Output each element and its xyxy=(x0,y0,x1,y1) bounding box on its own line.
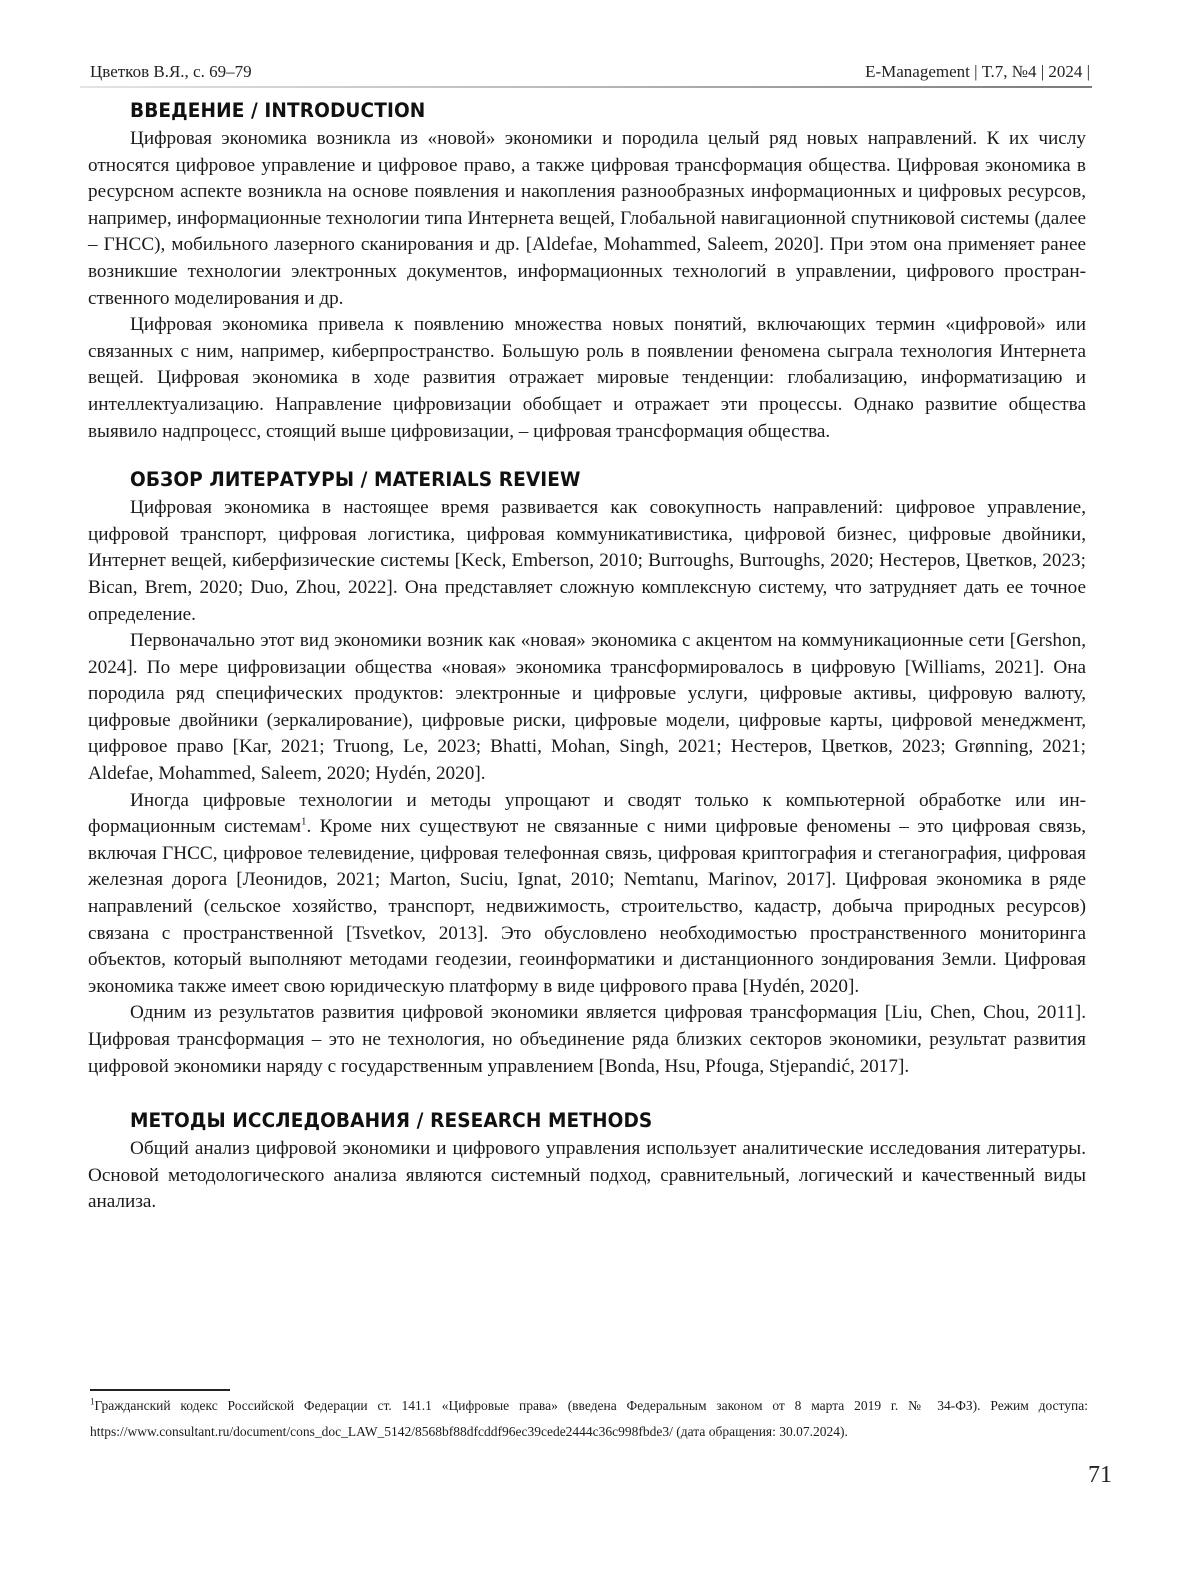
paragraph-text: Иногда цифровые технологии и методы упрощают и сводят только к компьютерной обработке или информационным системам xyxy=(88,789,1086,838)
footnote xyxy=(90,1393,1088,1445)
paragraph: Общий анализ цифровой экономики и цифрового управления использует аналитические исследования литературы. Основой методологического анализа являются системный подход, сравнительный, логический и качественный виды анализа. xyxy=(88,1138,1086,1213)
page-number: 71 xyxy=(1088,1462,1112,1488)
footnote-text: Гражданский кодекс Российской Федерации ст. 141.1 «Цифровые права» (введена Федеральным законом от 8 марта 2019 г. № 34-ФЗ). Режим доступа: https://www.consultant.ru/document/cons_doc_LAW_5142/8568bf88dfcddf96ec39cede2444c36c998fbde3/ (дата обращения: 30.07.2024). xyxy=(90,1398,1088,1439)
paragraph: Одним из результатов развития цифровой экономики является цифровая трансформация [Liu, Chen, Chou, 2011]. Цифровая трансформация – это не технология, но объединение ряда близких секторов экономики, результат развития цифровой экономики наряду с государственным управлением [Bonda, Hsu, Pfouga, Stjepandić, 2017]. xyxy=(88,1002,1086,1077)
section-materials-review xyxy=(88,465,1086,1080)
article-body xyxy=(88,96,1086,1216)
section-heading: ВВЕДЕНИЕ / INTRODUCTION xyxy=(130,99,426,122)
running-header xyxy=(90,56,1090,82)
header-journal-info: E-Management | Т.7, №4 | 2024 | xyxy=(865,62,1090,81)
header-author-pages: Цветков В.Я., с. 69–79 xyxy=(90,62,252,81)
section-heading: МЕТОДЫ ИССЛЕДОВАНИЯ / RESEARCH METHODS xyxy=(130,1109,653,1133)
footnote-mark: 1 xyxy=(90,1396,95,1407)
footnote-reference[interactable]: 1 xyxy=(300,815,307,828)
section-introduction xyxy=(88,96,1086,445)
paragraph-text: . Кроме них существуют не связанные с ними цифровые феномены – это цифровая связь, включая ГНСС, цифровое телевидение, цифровая телефонная связь, цифровая криптография и стеганография, цифровая железная дорога [Леонидов, 2021; Marton, Suciu, Ignat, 2010; Nemtanu, Marinov, 2017]. Цифровая экономика в ряде направлений (сельское хозяйство, транспорт, недвижимость, строительство, кадастр, добыча природных ресурсов) связана с пространственной [Tsvetkov, 2013]. Это обусловлено необходимостью пространственного мониторинга объектов, который выполняют методами геодезии, геоинформатики и дистанционного зондирования Земли. Цифровая экономика также имеет свою юридическую платформу в виде цифрового права [Hydén, 2020]. xyxy=(88,816,1086,997)
paragraph: Первоначально этот вид экономики возник как «новая» экономика с акцентом на коммуникационные сети [Gershon, 2024]. По мере цифровизации общества «новая» экономика трансформировалось в цифровую [Williams, 2021]. Она породила ряд специфических продуктов: электронные и цифровые услуги, цифровые активы, цифровую валюту, цифровые двойники (зеркалирование), цифровые риски, цифровые модели, цифровые карты, цифровой менеджмент, цифровое право [Kar, 2021; Truong, Le, 2023; Bhatti, Mohan, Singh, 2021; Нестеров, Цветков, 2023; Grønning, 2021; Aldefae, Mohammed, Saleem, 2020; Hydén, 2020]. xyxy=(88,630,1086,785)
section-heading: ОБЗОР ЛИТЕРАТУРЫ / MATERIALS REVIEW xyxy=(130,468,581,492)
footnote-separator xyxy=(90,1389,230,1391)
section-research-methods xyxy=(88,1106,1086,1216)
paragraph: Цифровая экономика возникла из «новой» экономики и породила целый ряд новых направлений. К их числу относятся цифровое управление и цифровое право, а также цифровая трансформация общества. Цифровая экономика в ресурсном аспекте возникла на основе появления и накопления разнообразных информационных и цифровых ресурсов, например, информационные технологии типа Интернета вещей, Глобальной навигационной спутниковой системы (далее – ГНСС), мобильного лазерного сканирования и др. [Aldefae, Mohammed, Saleem, 2020]. При этом она применяет ранее возникшие технологии электронных документов, информационных технологий в управлении, цифрового пространственного моделирования и др. xyxy=(88,128,1086,309)
paragraph-with-footnote xyxy=(88,788,1086,1001)
header-rule xyxy=(80,86,1092,88)
paragraph: Цифровая экономика в настоящее время развивается как совокупность направлений: цифровое управление, цифровой транспорт, цифровая логистика, цифровая коммуникативистика, цифровой бизнес, цифровые двойники, Интернет вещей, киберфизические системы [Keck, Emberson, 2010; Burroughs, Burroughs, 2020; Нестеров, Цветков, 2023; Bican, Brem, 2020; Duo, Zhou, 2022]. Она представляет сложную комплексную систему, что затрудняет дать ее точное определение. xyxy=(88,497,1086,625)
paragraph: Цифровая экономика привела к появлению множества новых понятий, включающих термин «цифровой» или связанных с ним, например, киберпространство. Большую роль в появлении феномена сыграла технология Интернета вещей. Цифровая экономика в ходе развития отражает мировые тенденции: глобализацию, информатизацию и интеллектуализацию. Направление цифровизации обобщает и отражает эти процессы. Однако развитие общества выявило надпроцесс, стоящий выше цифровизации, – цифровая трансформация общества. xyxy=(88,314,1086,442)
